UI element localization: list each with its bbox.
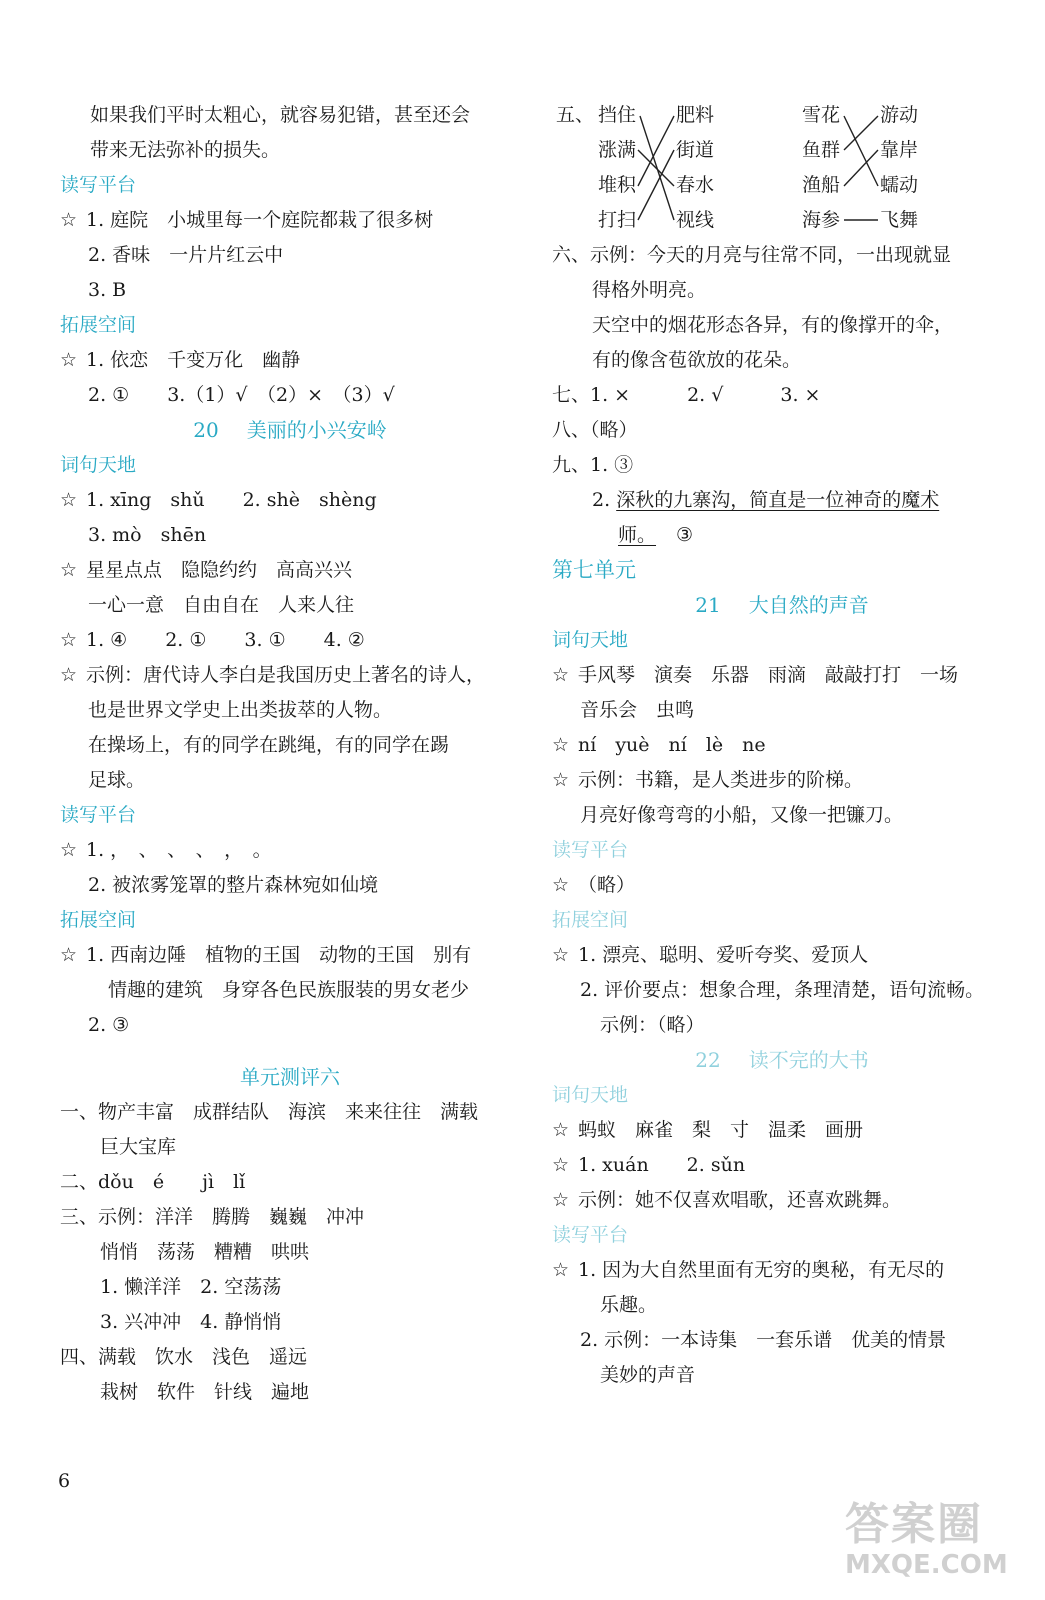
star-icon: ☆ bbox=[552, 1119, 570, 1141]
match-item: 街道 bbox=[676, 139, 715, 161]
answer-line: 七、1. × 2. √ 3. × bbox=[552, 384, 821, 406]
question-label: 五、 bbox=[556, 104, 595, 126]
match-row bbox=[552, 133, 1012, 168]
answer-line: ☆ （略） bbox=[552, 868, 1012, 903]
answer-line: 情趣的建筑 身穿各色民族服装的男女老少 bbox=[108, 979, 470, 1001]
match-item: 蠕动 bbox=[880, 174, 919, 196]
watermark-text: 答案圈 bbox=[845, 1499, 983, 1550]
answer-line: 月亮好像弯弯的小船，又像一把镰刀。 bbox=[580, 804, 904, 826]
answer-line: 二、dǒu é jì lǐ bbox=[60, 1171, 246, 1193]
match-item: 靠岸 bbox=[880, 139, 919, 161]
intro-line-1: 如果我们平时太粗心，就容易犯错，甚至还会 bbox=[90, 104, 471, 126]
star-icon: ☆ bbox=[552, 1259, 570, 1281]
answer-line: 3. mò shēn bbox=[88, 524, 207, 546]
star-icon: ☆ bbox=[60, 944, 78, 966]
answer-line: 得格外明亮。 bbox=[592, 279, 707, 301]
match-row bbox=[552, 168, 1012, 203]
answer-line: 有的像含苞欲放的花朵。 bbox=[592, 349, 802, 371]
match-item: 堆积 bbox=[598, 174, 637, 196]
answer-line: ☆ 1. 庭院 小城里每一个庭院都栽了很多树 bbox=[60, 203, 520, 238]
answer-line: 示例：（略） bbox=[600, 1014, 705, 1036]
answer-line: 三、示例：洋洋 腾腾 巍巍 冲冲 bbox=[60, 1206, 365, 1228]
section-heading-duxie: 读写平台 bbox=[60, 804, 137, 826]
watermark-url: MXQE.COM bbox=[845, 1550, 1008, 1580]
answer-line: 师。 ③ bbox=[618, 524, 694, 546]
star-icon: ☆ bbox=[552, 1189, 570, 1211]
intro-line-2: 带来无法弥补的损失。 bbox=[90, 139, 281, 161]
answer-line: 3. 兴冲冲 4. 静悄悄 bbox=[100, 1311, 282, 1333]
answer-line: 在操场上，有的同学在跳绳，有的同学在踢 bbox=[88, 734, 450, 756]
answer-line: ☆ 手风琴 演奏 乐器 雨滴 敲敲打打 一场 bbox=[552, 658, 1012, 693]
answer-line: ☆ 星星点点 隐隐约约 高高兴兴 bbox=[60, 553, 520, 588]
answer-line: 八、（略） bbox=[552, 419, 638, 441]
match-item: 渔船 bbox=[802, 174, 841, 196]
match-item: 海参 bbox=[802, 209, 841, 231]
star-icon: ☆ bbox=[60, 629, 78, 651]
star-icon: ☆ bbox=[60, 839, 78, 861]
star-icon: ☆ bbox=[552, 664, 570, 686]
match-item: 鱼群 bbox=[802, 139, 841, 161]
answer-line: 巨大宝库 bbox=[100, 1136, 177, 1158]
star-icon: ☆ bbox=[60, 349, 78, 371]
answer-line: 美妙的声音 bbox=[600, 1364, 696, 1386]
answer-line: ☆ 蚂蚁 麻雀 梨 寸 温柔 画册 bbox=[552, 1113, 1012, 1148]
answer-line: 2. 示例：一本诗集 一套乐谱 优美的情景 bbox=[580, 1329, 947, 1351]
answer-line: 也是世界文学史上出类拔萃的人物。 bbox=[88, 699, 393, 721]
section-heading-tuozhan: 拓展空间 bbox=[552, 909, 629, 931]
star-icon: ☆ bbox=[60, 489, 78, 511]
answer-line: ☆ 1. xīng shǔ 2. shè shèng bbox=[60, 483, 520, 518]
answer-line: 2. 评价要点：想象合理，条理清楚，语句流畅。 bbox=[580, 979, 985, 1001]
answer-line: 2. 香味 一片片红云中 bbox=[88, 244, 284, 266]
star-icon: ☆ bbox=[60, 209, 78, 231]
answer-line: 足球。 bbox=[88, 769, 146, 791]
unit-test-title: 单元测评六 bbox=[240, 1065, 340, 1089]
answer-line: 悄悄 荡荡 糟糟 哄哄 bbox=[100, 1241, 310, 1263]
answer-line: ☆ 1. 漂亮、聪明、爱听夸奖、爱顶人 bbox=[552, 938, 1012, 973]
star-icon: ☆ bbox=[60, 664, 78, 686]
match-item: 春水 bbox=[676, 174, 715, 196]
match-item: 视线 bbox=[676, 209, 715, 231]
answer-line: 天空中的烟花形态各异，有的像撑开的伞， bbox=[592, 314, 954, 336]
section-heading-ciju: 词句天地 bbox=[552, 629, 629, 651]
answer-line: ☆ ní yuè ní lè ne bbox=[552, 728, 1012, 763]
answer-line: 音乐会 虫鸣 bbox=[580, 699, 695, 721]
match-item: 飞舞 bbox=[880, 209, 919, 231]
left-column bbox=[60, 98, 520, 1410]
match-item: 涨满 bbox=[598, 139, 637, 161]
match-row bbox=[552, 203, 1012, 238]
section-heading-duxie: 读写平台 bbox=[60, 174, 137, 196]
star-icon: ☆ bbox=[552, 769, 570, 791]
section-heading-ciju: 词句天地 bbox=[60, 454, 137, 476]
section-heading-duxie: 读写平台 bbox=[552, 839, 629, 861]
answer-line: 3. B bbox=[88, 279, 127, 301]
watermark-logo bbox=[845, 1500, 1025, 1590]
answer-line: 1. 懒洋洋 2. 空荡荡 bbox=[100, 1276, 282, 1298]
lesson-title-22: 22 读不完的大书 bbox=[695, 1048, 869, 1072]
section-heading-duxie: 读写平台 bbox=[552, 1224, 629, 1246]
section-heading-ciju: 词句天地 bbox=[552, 1084, 629, 1106]
star-icon: ☆ bbox=[60, 559, 78, 581]
lesson-title-20: 20 美丽的小兴安岭 bbox=[193, 418, 387, 442]
answer-line: ☆ 示例：她不仅喜欢唱歌，还喜欢跳舞。 bbox=[552, 1183, 1012, 1218]
star-icon: ☆ bbox=[552, 874, 570, 896]
answer-line: ☆ 1. ， 、 、 、 ， 。 bbox=[60, 833, 520, 868]
star-icon: ☆ bbox=[552, 1154, 570, 1176]
answer-line: ☆ 示例：书籍，是人类进步的阶梯。 bbox=[552, 763, 1012, 798]
answer-line: 2. 深秋的九寨沟，简直是一位神奇的魔术 bbox=[592, 489, 940, 511]
star-icon: ☆ bbox=[552, 734, 570, 756]
answer-line: 四、满载 饮水 浅色 遥远 bbox=[60, 1346, 308, 1368]
answer-line: 六、示例：今天的月亮与往常不同，一出现就显 bbox=[552, 244, 952, 266]
matching-exercise bbox=[552, 98, 1012, 238]
answer-line: 九、1. ③ bbox=[552, 454, 634, 476]
answer-line: ☆ 1. 西南边陲 植物的王国 动物的王国 别有 bbox=[60, 938, 520, 973]
section-heading-tuozhan: 拓展空间 bbox=[60, 314, 137, 336]
unit-title: 第七单元 bbox=[552, 558, 636, 582]
answer-line: ☆ 1. 依恋 千变万化 幽静 bbox=[60, 343, 520, 378]
match-item: 打扫 bbox=[598, 209, 637, 231]
match-item: 挡住 bbox=[598, 104, 637, 126]
answer-line: 栽树 软件 针线 遍地 bbox=[100, 1381, 310, 1403]
answer-line: 2. 被浓雾笼罩的整片森林宛如仙境 bbox=[88, 874, 379, 896]
answer-line: 2. ① 3.（1）√ （2）× （3）√ bbox=[88, 384, 395, 406]
answer-line: 乐趣。 bbox=[600, 1294, 658, 1316]
page-number: 6 bbox=[58, 1470, 71, 1492]
lesson-title-21: 21 大自然的声音 bbox=[695, 593, 869, 617]
match-row bbox=[552, 98, 1012, 133]
answer-line: 2. ③ bbox=[88, 1014, 130, 1036]
answer-line: 一、物产丰富 成群结队 海滨 来来往往 满载 bbox=[60, 1101, 479, 1123]
right-column bbox=[552, 98, 1012, 1393]
answer-line: ☆ 1. xuán 2. sǔn bbox=[552, 1148, 1012, 1183]
answer-line: 一心一意 自由自在 人来人往 bbox=[88, 594, 355, 616]
answer-line: ☆ 1. 因为大自然里面有无穷的奥秘，有无尽的 bbox=[552, 1253, 1012, 1288]
match-item: 雪花 bbox=[802, 104, 841, 126]
match-item: 游动 bbox=[880, 104, 919, 126]
answer-line: ☆ 1. ④ 2. ① 3. ① 4. ② bbox=[60, 623, 520, 658]
star-icon: ☆ bbox=[552, 944, 570, 966]
match-item: 肥料 bbox=[676, 104, 715, 126]
section-heading-tuozhan: 拓展空间 bbox=[60, 909, 137, 931]
answer-line: ☆ 示例：唐代诗人李白是我国历史上著名的诗人， bbox=[60, 658, 520, 693]
